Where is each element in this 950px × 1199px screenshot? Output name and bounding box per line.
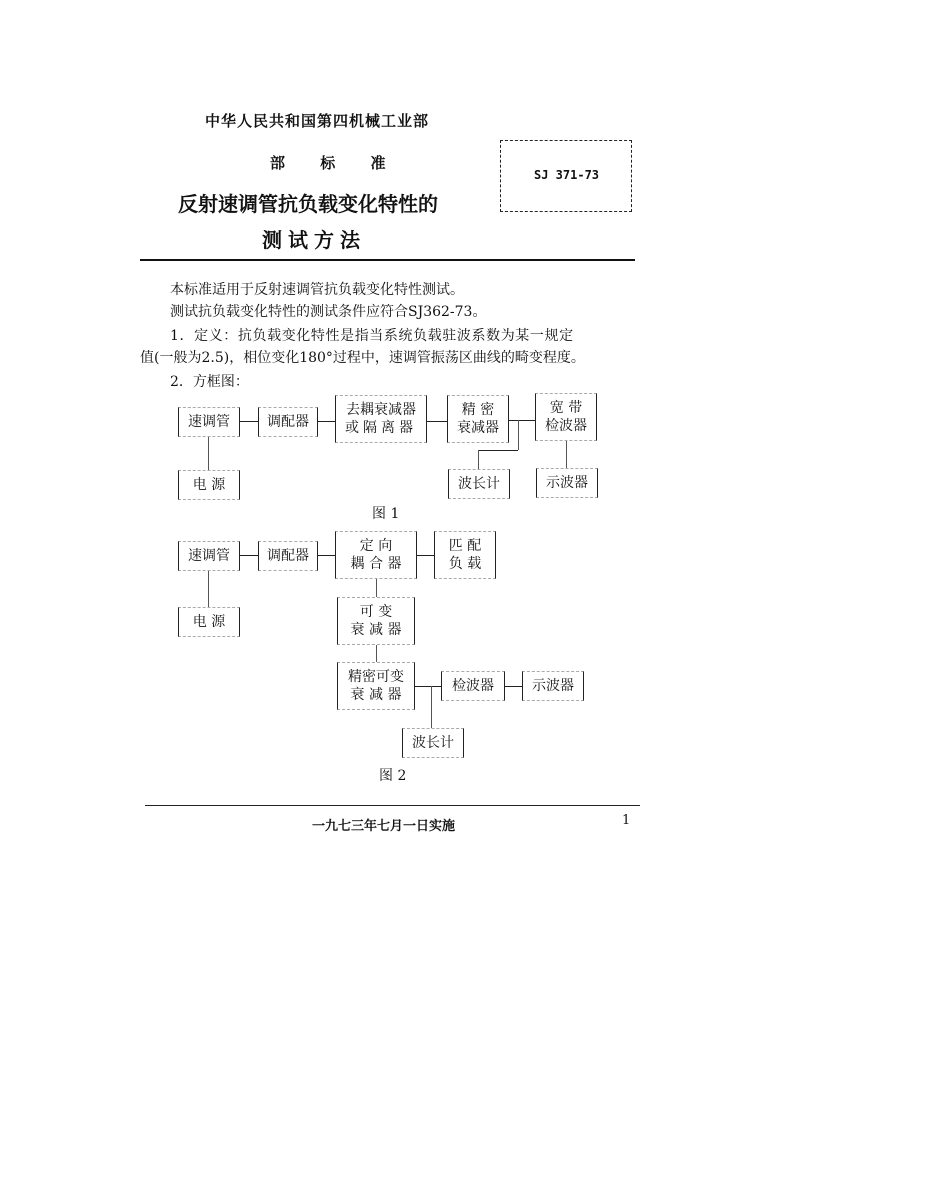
fig1-klystron-label: 速调管 — [188, 414, 230, 430]
fig1-matcher-label: 调配器 — [267, 414, 309, 430]
fig2-precision-variable-attenuator-label-2: 衰 减 器 — [350, 687, 402, 703]
paragraph-conditions: 测试抗负载变化特性的测试条件应符合SJ362-73。 — [170, 304, 487, 320]
fig1-wavemeter-box — [448, 469, 510, 499]
fig1-broadband-detector-label-1: 宽 带 — [549, 400, 583, 416]
paragraph-scope: 本标准适用于反射速调管抗负载变化特性测试。 — [170, 282, 464, 298]
fig2-connector — [431, 686, 432, 728]
fig2-detector-box — [441, 671, 505, 701]
fig2-directional-coupler-box — [335, 531, 417, 579]
fig1-wavemeter-label: 波长计 — [458, 476, 500, 492]
fig1-broadband-detector-label-2: 检波器 — [545, 418, 587, 434]
fig2-connector — [376, 579, 377, 597]
fig1-connector — [518, 420, 519, 450]
fig1-broadband-detector-box — [535, 393, 597, 441]
fig2-connector — [415, 686, 441, 687]
fig2-oscilloscope-label: 示波器 — [532, 678, 574, 694]
fig2-precision-variable-attenuator-box — [337, 662, 415, 710]
fig1-power-supply-box — [178, 470, 240, 500]
fig1-connector — [566, 441, 567, 468]
fig2-matcher-box — [258, 541, 318, 571]
fig2-wavemeter-label: 波长计 — [412, 735, 454, 751]
standard-label: 部 标 准 — [270, 154, 386, 172]
fig2-variable-attenuator-box — [337, 597, 415, 645]
fig2-detector-label: 检波器 — [452, 678, 494, 694]
fig2-matched-load-box — [434, 531, 496, 579]
fig2-directional-coupler-label-2: 耦 合 器 — [350, 556, 402, 572]
fig1-connector — [208, 437, 209, 470]
fig2-variable-attenuator-label-1: 可 变 — [359, 604, 393, 620]
ministry-name: 中华人民共和国第四机械工业部 — [205, 112, 430, 130]
fig1-connector — [427, 421, 447, 422]
page-number: 1 — [622, 813, 631, 828]
figure-1-caption: 图 1 — [372, 506, 400, 522]
fig2-wavemeter-box — [402, 728, 464, 758]
fig1-klystron-box — [178, 407, 240, 437]
fig2-directional-coupler-label-1: 定 向 — [359, 538, 393, 554]
fig1-precision-attenuator-label-1: 精 密 — [461, 402, 495, 418]
fig2-klystron-box — [178, 541, 240, 571]
fig1-power-supply-label: 电 源 — [192, 477, 226, 493]
paragraph-definition-line1: 1．定义：抗负载变化特性是指当系统负载驻波系数为某一规定 — [170, 328, 574, 344]
fig2-klystron-label: 速调管 — [188, 548, 230, 564]
paragraph-block-diagram: 2．方框图： — [170, 374, 249, 390]
fig2-connector — [318, 555, 335, 556]
fig1-precision-attenuator-box — [447, 395, 509, 443]
fig2-connector — [505, 686, 522, 687]
document-title-line1: 反射速调管抗负载变化特性的 — [178, 192, 438, 216]
header-divider — [140, 259, 635, 261]
fig1-connector — [478, 450, 518, 451]
fig2-oscilloscope-box — [522, 671, 584, 701]
fig1-oscilloscope-box — [536, 468, 598, 498]
fig1-matcher-box — [258, 407, 318, 437]
fig2-power-supply-box — [178, 607, 240, 637]
fig2-matched-load-label-1: 匹 配 — [448, 538, 482, 554]
fig2-connector — [376, 645, 377, 662]
paragraph-definition-line2: 值(一般为2.5)，相位变化180°过程中，速调管振荡区曲线的畸变程度。 — [140, 350, 585, 366]
fig1-isolator-box — [335, 395, 427, 443]
fig1-isolator-label-1: 去耦衰减器 — [346, 402, 416, 418]
footer-divider — [145, 805, 640, 806]
fig1-connector — [318, 421, 335, 422]
fig1-oscilloscope-label: 示波器 — [546, 475, 588, 491]
fig1-connector — [478, 450, 479, 469]
fig1-isolator-label-2: 或隔离器 — [345, 420, 417, 436]
fig2-connector — [208, 571, 209, 607]
figure-2-caption: 图 2 — [379, 768, 407, 784]
fig1-precision-attenuator-label-2: 衰减器 — [457, 420, 499, 436]
fig2-connector — [417, 555, 434, 556]
document-title-line2: 测试方法 — [262, 228, 366, 252]
standard-code: SJ 371-73 — [534, 168, 600, 182]
fig1-connector — [509, 420, 535, 421]
fig2-precision-variable-attenuator-label-1: 精密可变 — [348, 669, 404, 685]
fig2-connector — [240, 555, 258, 556]
fig2-matcher-label: 调配器 — [267, 548, 309, 564]
fig2-variable-attenuator-label-2: 衰 减 器 — [350, 622, 402, 638]
fig1-connector — [240, 421, 258, 422]
fig2-matched-load-label-2: 负 载 — [448, 556, 482, 572]
fig2-power-supply-label: 电 源 — [192, 614, 226, 630]
effective-date: 一九七三年七月一日实施 — [312, 819, 456, 834]
